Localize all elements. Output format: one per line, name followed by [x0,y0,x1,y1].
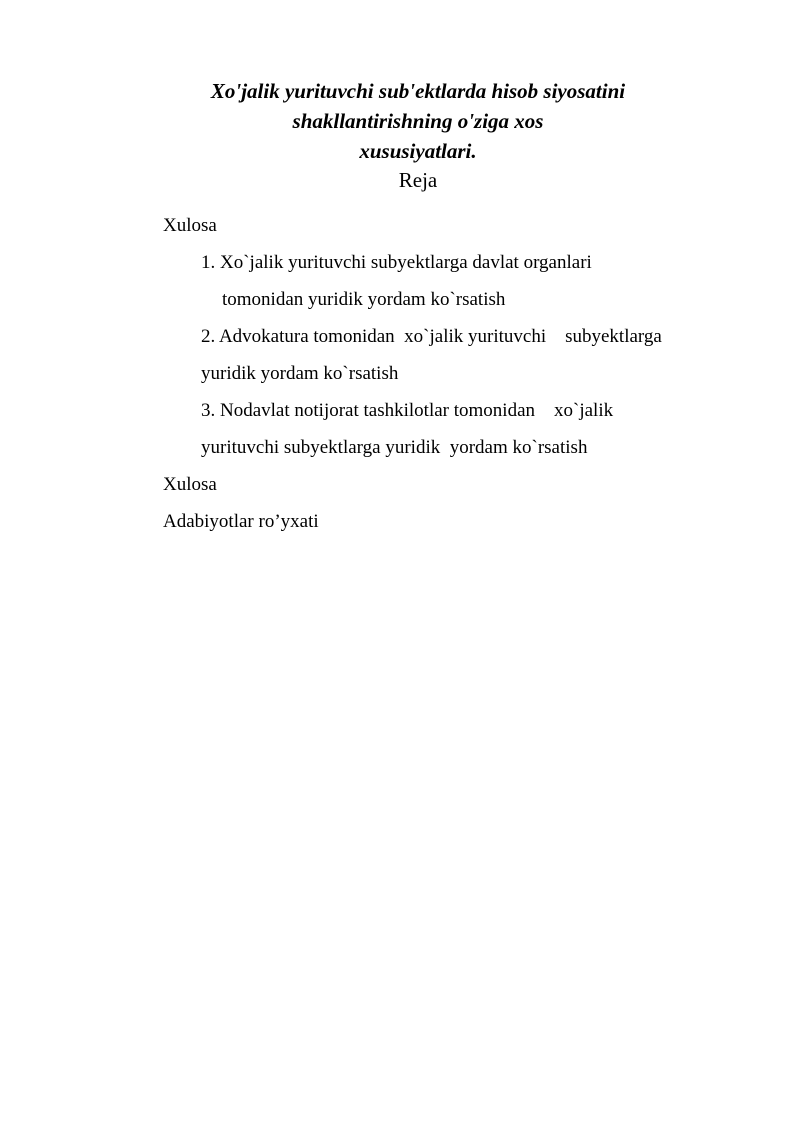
plan-item-2-line-2: yuridik yordam ko`rsatish [201,363,399,384]
plan-item-1-line-1: 1. Xo`jalik yurituvchi subyektlarga davlat organlari [201,252,592,273]
plan-heading: Reja [398,168,438,192]
document-title-line-1: Xo'jalik yurituvchi sub'ektlarda hisob siyosatini [210,79,626,103]
document-title-line-2: shakllantirishning o'ziga xos [292,109,544,133]
plan-item-3-line-2: yurituvchi subyektlarga yuridik yordam ko`rsatish [201,437,588,458]
document-title-line-3: xususiyatlari. [359,139,477,163]
references-item: Adabiyotlar ro’yxati [163,511,319,532]
title-block [100,76,736,194]
plan-item-2-line-1: 2. Advokatura tomonidan xo`jalik yurituvchi subyektlarga [201,326,662,347]
plan-item-3-line-1: 3. Nodavlat notijorat tashkilotlar tomonidan xo`jalik [201,400,614,421]
conclusion-item: Xulosa [163,474,217,495]
plan-item-1-line-2: tomonidan yuridik yordam ko`rsatish [222,289,506,310]
intro-item: Xulosa [163,215,217,236]
